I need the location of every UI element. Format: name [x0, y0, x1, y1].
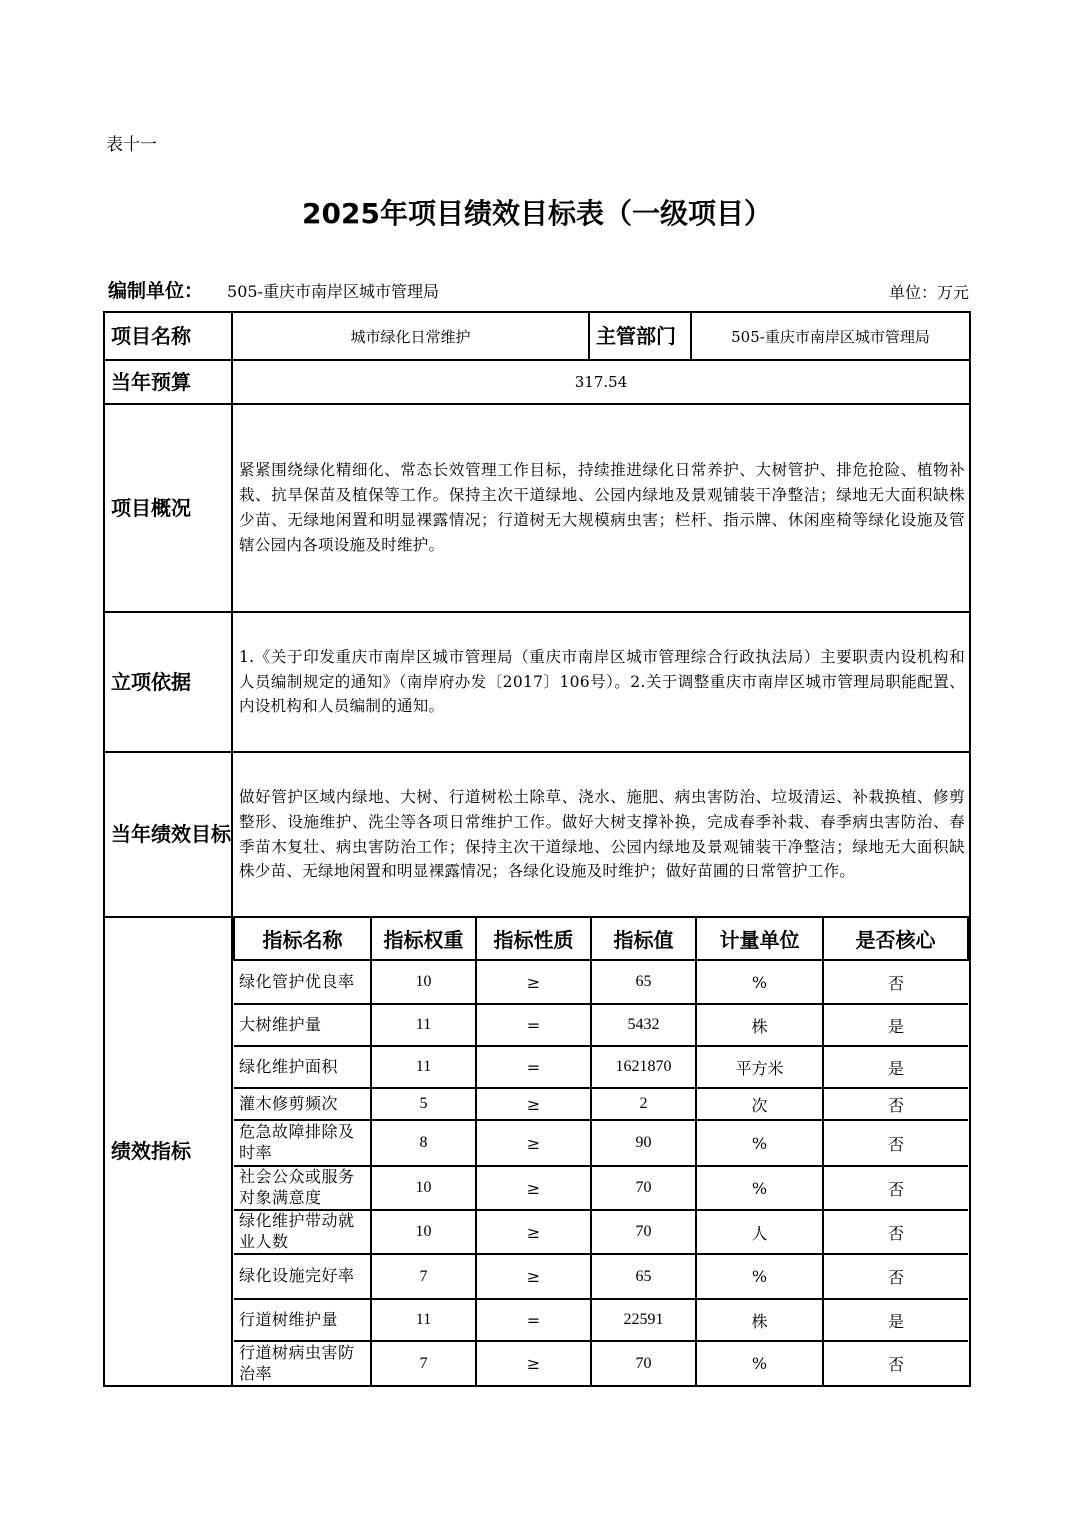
indicator-weight: 11 [371, 1046, 476, 1088]
indicator-name: 绿化管护优良率 [234, 960, 371, 1004]
indicator-name: 绿化维护面积 [234, 1046, 371, 1088]
indicators-cell [232, 917, 970, 1386]
indicators-row [104, 917, 970, 1386]
project-name-label: 项目名称 [104, 312, 232, 360]
indicator-nature: ≥ [476, 1210, 591, 1254]
indicator-value: 22591 [591, 1299, 696, 1341]
indicator-core: 否 [823, 960, 968, 1004]
indicators-header-row [234, 918, 968, 960]
indicator-row [234, 1088, 968, 1120]
indicator-nature: = [476, 1004, 591, 1046]
page-title: 2025年项目绩效目标表（一级项目） [302, 197, 772, 230]
indicator-core: 否 [823, 1341, 968, 1385]
indicator-name: 危急故障排除及时率 [234, 1120, 371, 1166]
indicator-row [234, 1341, 968, 1385]
indicator-row [234, 1299, 968, 1341]
indicator-row [234, 960, 968, 1004]
header-weight: 指标权重 [371, 918, 476, 960]
dept-label: 主管部门 [589, 312, 691, 360]
indicator-value: 70 [591, 1341, 696, 1385]
indicators-label: 绩效指标 [104, 917, 232, 1386]
header-nature: 指标性质 [476, 918, 591, 960]
basis-text: 1.《关于印发重庆市南岸区城市管理局（重庆市南岸区城市管理综合行政执法局）主要职责内设机构和人员编制规定的通知》（南岸府办发〔2017〕106号）。2.关于调整重庆市南岸区城市管理局职能配置、内设机构和人员编制的通知。 [232, 612, 970, 752]
overview-row [104, 404, 970, 612]
indicator-unit: % [696, 1254, 823, 1299]
indicator-name: 绿化维护带动就业人数 [234, 1210, 371, 1254]
indicator-unit: 次 [696, 1088, 823, 1120]
budget-label: 当年预算 [104, 360, 232, 404]
indicator-weight: 5 [371, 1088, 476, 1120]
indicator-nature: = [476, 1046, 591, 1088]
goal-text: 做好管护区域内绿地、大树、行道树松土除草、浇水、施肥、病虫害防治、垃圾清运、补栽换植、修剪整形、设施维护、洗尘等各项日常维护工作。做好大树支撑补换，完成春季补栽、春季病虫害防治、春季苗木复壮、病虫害防治工作；保持主次干道绿地、公园内绿地及景观铺装干净整洁；绿地无大面积缺株少苗、无绿地闲置和明显裸露情况；各绿化设施及时维护；做好苗圃的日常管护工作。 [232, 752, 970, 917]
indicator-core: 是 [823, 1299, 968, 1341]
indicator-row [234, 1120, 968, 1166]
indicator-unit: % [696, 1120, 823, 1166]
header-unit: 计量单位 [696, 918, 823, 960]
basis-label: 立项依据 [104, 612, 232, 752]
budget-value: 317.54 [232, 360, 970, 404]
indicator-unit: 株 [696, 1299, 823, 1341]
indicator-unit: 平方米 [696, 1046, 823, 1088]
indicator-weight: 10 [371, 1210, 476, 1254]
indicator-core: 否 [823, 1166, 968, 1210]
compiling-unit-label: 编制单位： [108, 280, 204, 302]
indicator-weight: 10 [371, 1166, 476, 1210]
performance-table [103, 311, 971, 1387]
indicators-body [234, 960, 968, 1385]
project-name-value: 城市绿化日常维护 [232, 312, 589, 360]
indicator-weight: 7 [371, 1341, 476, 1385]
indicator-value: 70 [591, 1210, 696, 1254]
indicator-name: 行道树维护量 [234, 1299, 371, 1341]
header-value: 指标值 [591, 918, 696, 960]
indicator-nature: ≥ [476, 960, 591, 1004]
indicator-row [234, 1046, 968, 1088]
indicator-weight: 8 [371, 1120, 476, 1166]
indicator-value: 2 [591, 1088, 696, 1120]
indicator-row [234, 1210, 968, 1254]
indicator-name: 社会公众或服务对象满意度 [234, 1166, 371, 1210]
goal-row [104, 752, 970, 917]
overview-label: 项目概况 [104, 404, 232, 612]
indicator-core: 否 [823, 1120, 968, 1166]
overview-text: 紧紧围绕绿化精细化、常态长效管理工作目标，持续推进绿化日常养护、大树管护、排危抢险、植物补栽、抗旱保苗及植保等工作。保持主次干道绿地、公园内绿地及景观铺装干净整洁；绿地无大面积缺株少苗、无绿地闲置和明显裸露情况；行道树无大规模病虫害；栏杆、指示牌、休闲座椅等绿化设施及管辖公园内各项设施及时维护。 [232, 404, 970, 612]
header-core: 是否核心 [823, 918, 968, 960]
indicator-row [234, 1166, 968, 1210]
indicator-nature: ≥ [476, 1088, 591, 1120]
indicator-row [234, 1254, 968, 1299]
indicator-unit: % [696, 1341, 823, 1385]
indicator-name: 行道树病虫害防治率 [234, 1341, 371, 1385]
indicator-row [234, 1004, 968, 1046]
indicator-nature: ≥ [476, 1166, 591, 1210]
indicator-name: 灌木修剪频次 [234, 1088, 371, 1120]
page-tag: 表十一 [106, 135, 157, 155]
indicator-core: 否 [823, 1210, 968, 1254]
indicator-core: 否 [823, 1254, 968, 1299]
indicator-unit: 株 [696, 1004, 823, 1046]
indicator-value: 65 [591, 1254, 696, 1299]
indicator-nature: ≥ [476, 1254, 591, 1299]
indicator-unit: % [696, 960, 823, 1004]
indicator-value: 65 [591, 960, 696, 1004]
indicator-name: 绿化设施完好率 [234, 1254, 371, 1299]
indicator-core: 是 [823, 1046, 968, 1088]
indicator-value: 5432 [591, 1004, 696, 1046]
header-name: 指标名称 [234, 918, 371, 960]
indicator-weight: 10 [371, 960, 476, 1004]
indicator-core: 否 [823, 1088, 968, 1120]
indicator-nature: ≥ [476, 1341, 591, 1385]
indicator-nature: = [476, 1299, 591, 1341]
indicator-value: 90 [591, 1120, 696, 1166]
project-name-row [104, 312, 970, 360]
indicator-nature: ≥ [476, 1120, 591, 1166]
indicator-unit: 人 [696, 1210, 823, 1254]
currency-unit: 单位：万元 [888, 283, 969, 302]
goal-label: 当年绩效目标 [104, 752, 232, 917]
indicator-weight: 11 [371, 1004, 476, 1046]
compiling-unit-value: 505-重庆市南岸区城市管理局 [227, 282, 439, 301]
indicator-name: 大树维护量 [234, 1004, 371, 1046]
budget-row [104, 360, 970, 404]
indicator-value: 1621870 [591, 1046, 696, 1088]
indicator-value: 70 [591, 1166, 696, 1210]
indicators-table [233, 918, 969, 1385]
indicator-weight: 7 [371, 1254, 476, 1299]
compiling-unit [108, 276, 439, 303]
indicator-weight: 11 [371, 1299, 476, 1341]
dept-value: 505-重庆市南岸区城市管理局 [691, 312, 970, 360]
indicator-unit: % [696, 1166, 823, 1210]
basis-row [104, 612, 970, 752]
indicator-core: 是 [823, 1004, 968, 1046]
